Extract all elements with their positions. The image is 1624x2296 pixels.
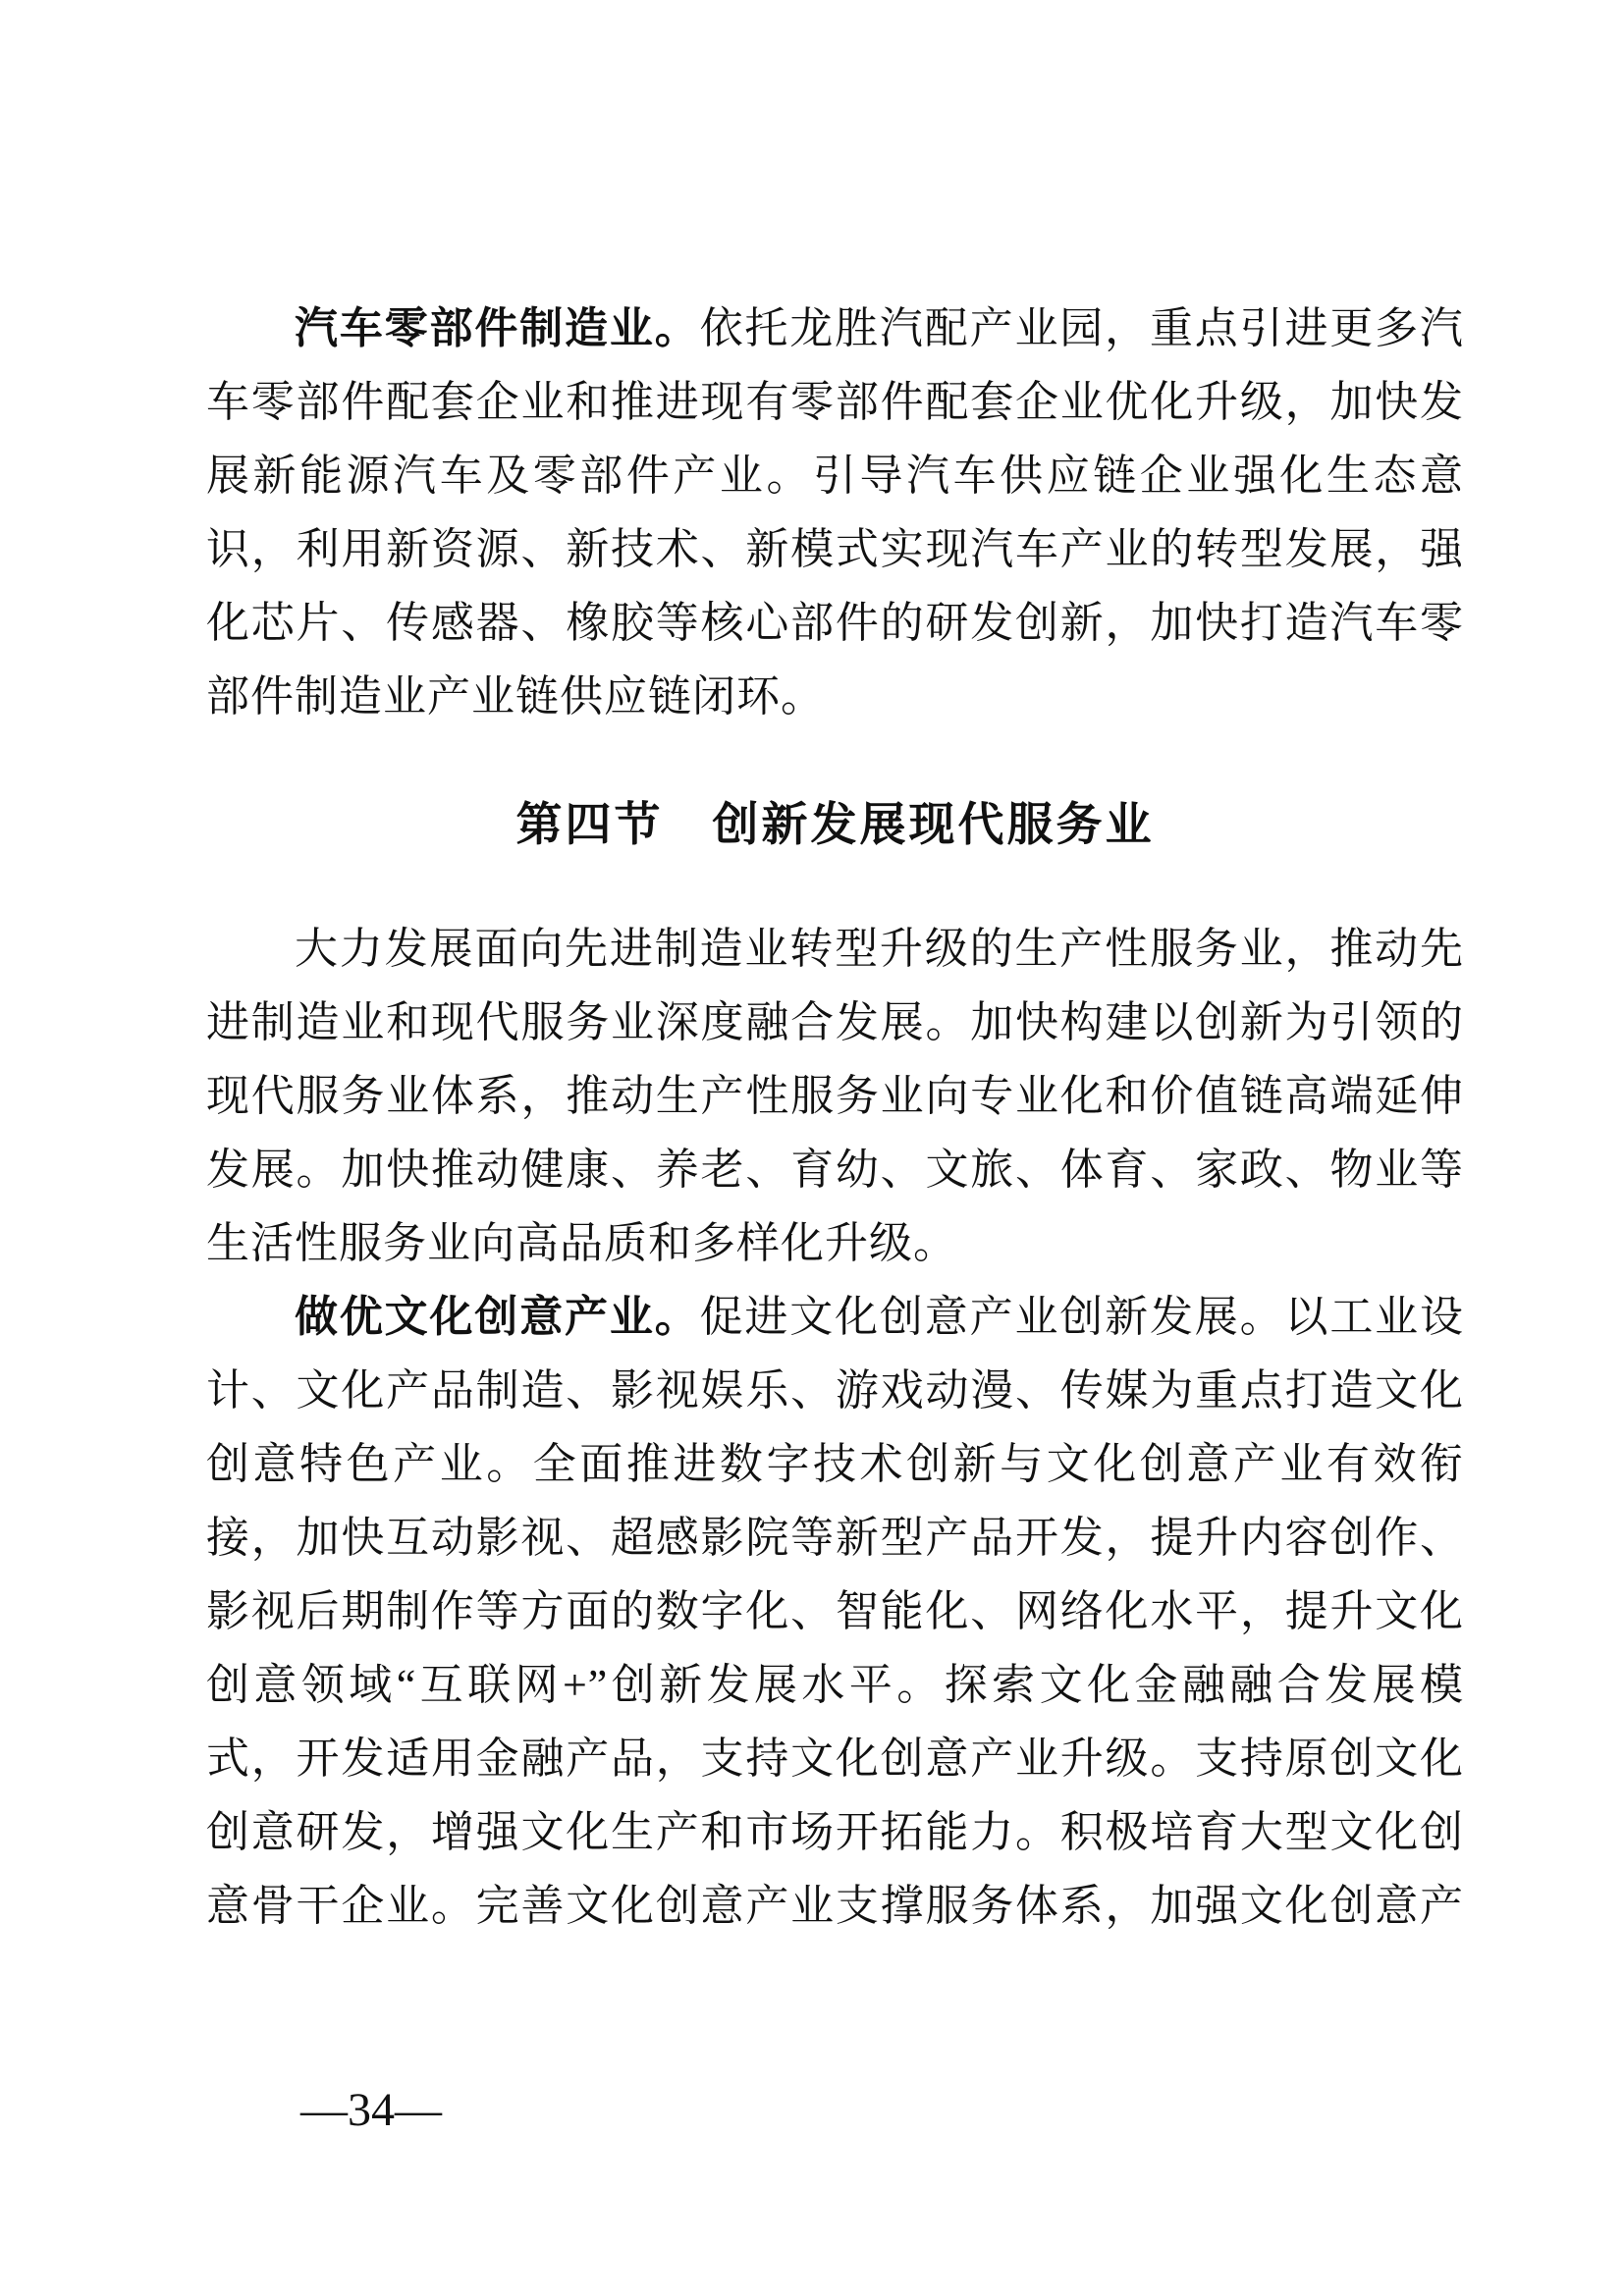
text-line: 创意特色产业。全面推进数字技术创新与文化创意产业有效衔	[206, 1440, 1464, 1488]
text-line: 现代服务业体系，推动生产性服务业向专业化和价值链高端延伸	[206, 1072, 1464, 1120]
text-line: 影视后期制作等方面的数字化、智能化、网络化水平，提升文化	[206, 1587, 1464, 1635]
text-line: 创意领域“互联网+”创新发展水平。探索文化金融融合发展模	[206, 1661, 1464, 1709]
section-heading: 第四节 创新发展现代服务业	[515, 798, 1155, 850]
text-line: 汽车零部件制造业。依托龙胜汽配产业园，重点引进更多汽	[295, 304, 1465, 352]
text-line: 发展。加快推动健康、养老、育幼、文旅、体育、家政、物业等	[206, 1146, 1464, 1194]
paragraph	[206, 912, 1464, 1280]
text-line: 意骨干企业。完善文化创意产业支撑服务体系，加强文化创意产	[206, 1882, 1464, 1930]
text-line: 车零部件配套企业和推进现有零部件配套企业优化升级，加快发	[206, 378, 1464, 426]
text-line: 识，利用新资源、新技术、新模式实现汽车产业的转型发展，强	[206, 525, 1464, 573]
text-line: 创意研发，增强文化生产和市场开拓能力。积极培育大型文化创	[206, 1808, 1464, 1856]
paragraph-lead: 做优文化创意产业。	[295, 1293, 700, 1341]
text-line: 展新能源汽车及零部件产业。引导汽车供应链企业强化生态意	[206, 452, 1464, 500]
paragraph-lead: 汽车零部件制造业。	[295, 304, 700, 352]
text-line: 化芯片、传感器、橡胶等核心部件的研发创新，加快打造汽车零	[206, 599, 1464, 647]
text-line: 生活性服务业向高品质和多样化升级。	[206, 1219, 957, 1267]
document-body	[206, 292, 1464, 1943]
text-line: 式，开发适用金融产品，支持文化创意产业升级。支持原创文化	[206, 1735, 1464, 1783]
text-line: 做优文化创意产业。促进文化创意产业创新发展。以工业设	[295, 1293, 1465, 1341]
text-line: 大力发展面向先进制造业转型升级的生产性服务业，推动先	[295, 925, 1464, 973]
paragraph	[206, 1280, 1464, 1943]
text-line: 接，加快互动影视、超感影院等新型产品开发，提升内容创作、	[206, 1514, 1464, 1562]
text-line: 计、文化产品制造、影视娱乐、游戏动漫、传媒为重点打造文化	[206, 1366, 1464, 1415]
text-line: 部件制造业产业链供应链闭环。	[206, 672, 825, 721]
paragraph	[206, 292, 1464, 733]
page-number: —34—	[300, 2084, 442, 2136]
text-line: 进制造业和现代服务业深度融合发展。加快构建以创新为引领的	[206, 998, 1464, 1046]
